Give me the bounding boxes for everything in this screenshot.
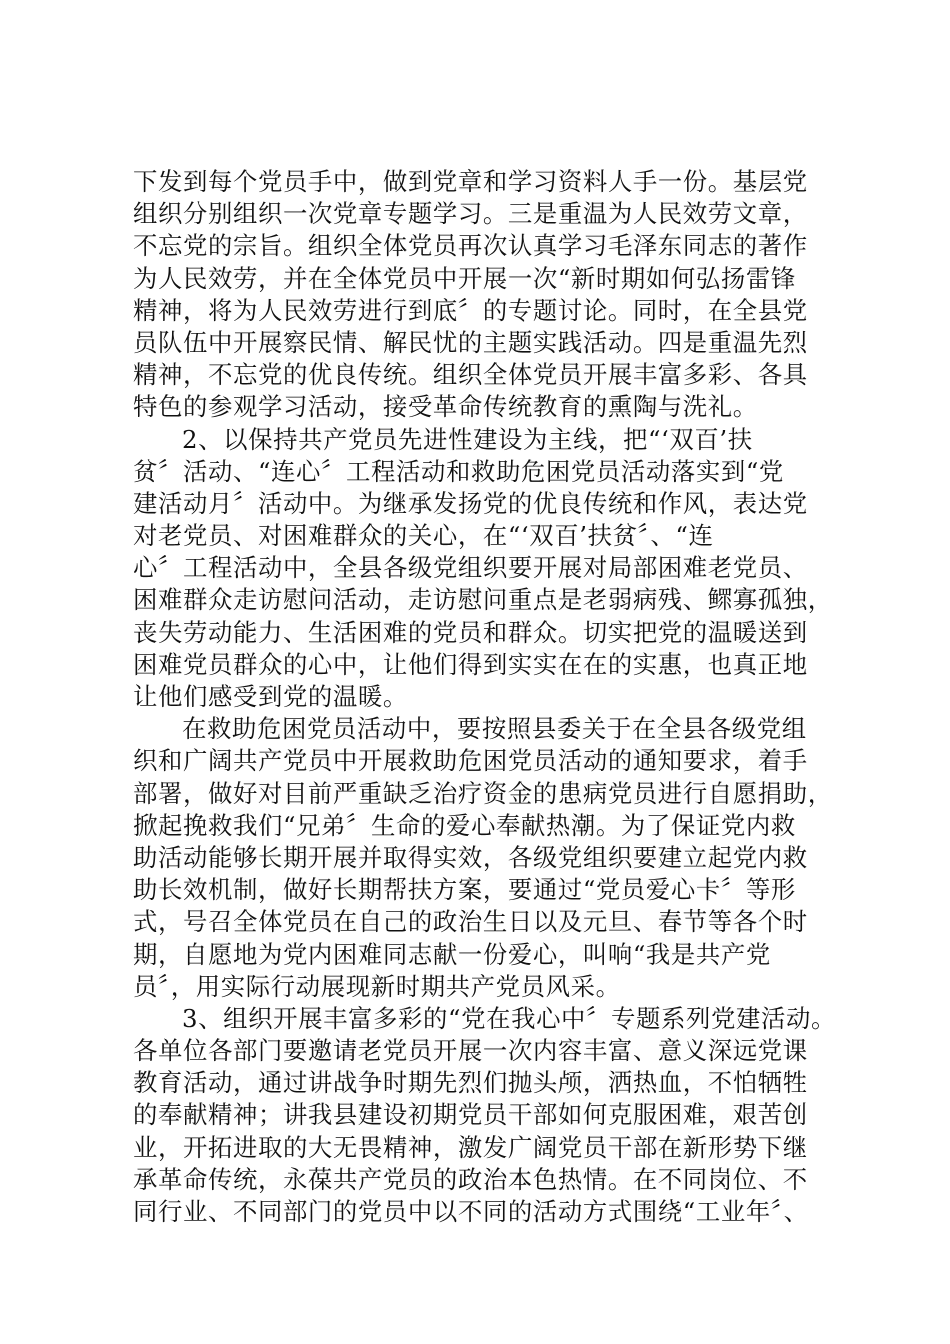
text-line: 为人民效劳，并在全体党员中开展一次“新时期如何弘扬雷锋 — [133, 263, 796, 293]
text-line: 同行业、不同部门的党员中以不同的活动方式围绕“工业年〞、 — [133, 1197, 809, 1226]
text-line: 的奉献精神；讲我县建设初期党员干部如何克服困难，艰苦创 — [133, 1100, 808, 1130]
text-line: 精神，将为人民效劳进行到底〞的专题讨论。同时，在全县党 — [133, 295, 808, 325]
text-line: 各单位各部门要邀请老党员开展一次内容丰富、意义深远党课 — [133, 1036, 808, 1066]
paragraph-start-line: 2、以保持共产党员先进性建设为主线，把“‘双百’扶 — [182, 424, 753, 454]
text-line: 助长效机制，做好长期帮扶方案，要通过“党员爱心卡〞等形 — [133, 875, 796, 905]
text-line: 让他们感受到党的温暖。 — [133, 682, 408, 711]
text-line: 织和广阔共产党员中开展救助危困党员活动的通知要求，着手 — [133, 746, 808, 776]
text-line: 精神，不忘党的优良传统。组织全体党员开展丰富多彩、各具 — [133, 360, 808, 390]
text-line: 组织分别组织一次党章专题学习。三是重温为人民效劳文章， — [133, 199, 808, 229]
text-line: 不忘党的宗旨。组织全体党员再次认真学习毛泽东同志的著作 — [133, 231, 808, 261]
text-line: 承革命传统，永葆共产党员的政治本色热情。在不同岗位、不 — [133, 1164, 808, 1194]
paragraph-start-line: 在救助危困党员活动中，要按照县委关于在全县各级党组 — [182, 714, 807, 744]
text-line: 式，号召全体党员在自己的政治生日以及元旦、春节等各个时 — [133, 907, 808, 937]
text-line: 心〞工程活动中，全县各级党组织要开展对局部困难老党员、 — [133, 553, 808, 583]
text-line: 员〞，用实际行动展现新时期共产党员风采。 — [133, 971, 621, 1001]
text-line: 部署，做好对目前严重缺乏治疗资金的患病党员进行自愿捐助， — [133, 778, 833, 808]
text-line: 教育活动，通过讲战争时期先烈们抛头颅，洒热血，不怕牺牲 — [133, 1068, 808, 1098]
text-line: 丧失劳动能力、生活困难的党员和群众。切实把党的温暖送到 — [133, 617, 808, 647]
paragraph-start-line: 3、组织开展丰富多彩的“党在我心中〞专题系列党建活动。 — [182, 1003, 836, 1033]
text-line: 困难群众走访慰问活动，走访慰问重点是老弱病残、鳏寡孤独， — [133, 585, 833, 615]
text-line: 业，开拓进取的大无畏精神，激发广阔党员干部在新形势下继 — [133, 1132, 808, 1162]
text-line: 对老党员、对困难群众的关心，在“‘双百’扶贫〞、“连 — [133, 521, 714, 551]
text-line: 建活动月〞活动中。为继承发扬党的优良传统和作风，表达党 — [133, 488, 808, 518]
text-line: 困难党员群众的心中，让他们得到实实在在的实惠，也真正地 — [133, 649, 808, 679]
document-body — [133, 166, 836, 1228]
text-line: 员队伍中开展察民情、解民忧的主题实践活动。四是重温先烈 — [133, 327, 808, 357]
text-line: 下发到每个党员手中，做到党章和学习资料人手一份。基层党 — [133, 167, 808, 196]
text-line: 助活动能够长期开展并取得实效，各级党组织要建立起党内救 — [133, 842, 808, 872]
text-line: 贫〞活动、“连心〞工程活动和救助危困党员活动落实到“党 — [133, 456, 784, 486]
text-line: 掀起挽救我们“兄弟〞生命的爱心奉献热潮。为了保证党内救 — [133, 810, 796, 840]
text-line: 特色的参观学习活动，接受革命传统教育的熏陶与洗礼。 — [133, 392, 758, 422]
text-line: 期，自愿地为党内困难同志献一份爱心，叫响“我是共产党 — [133, 939, 771, 969]
